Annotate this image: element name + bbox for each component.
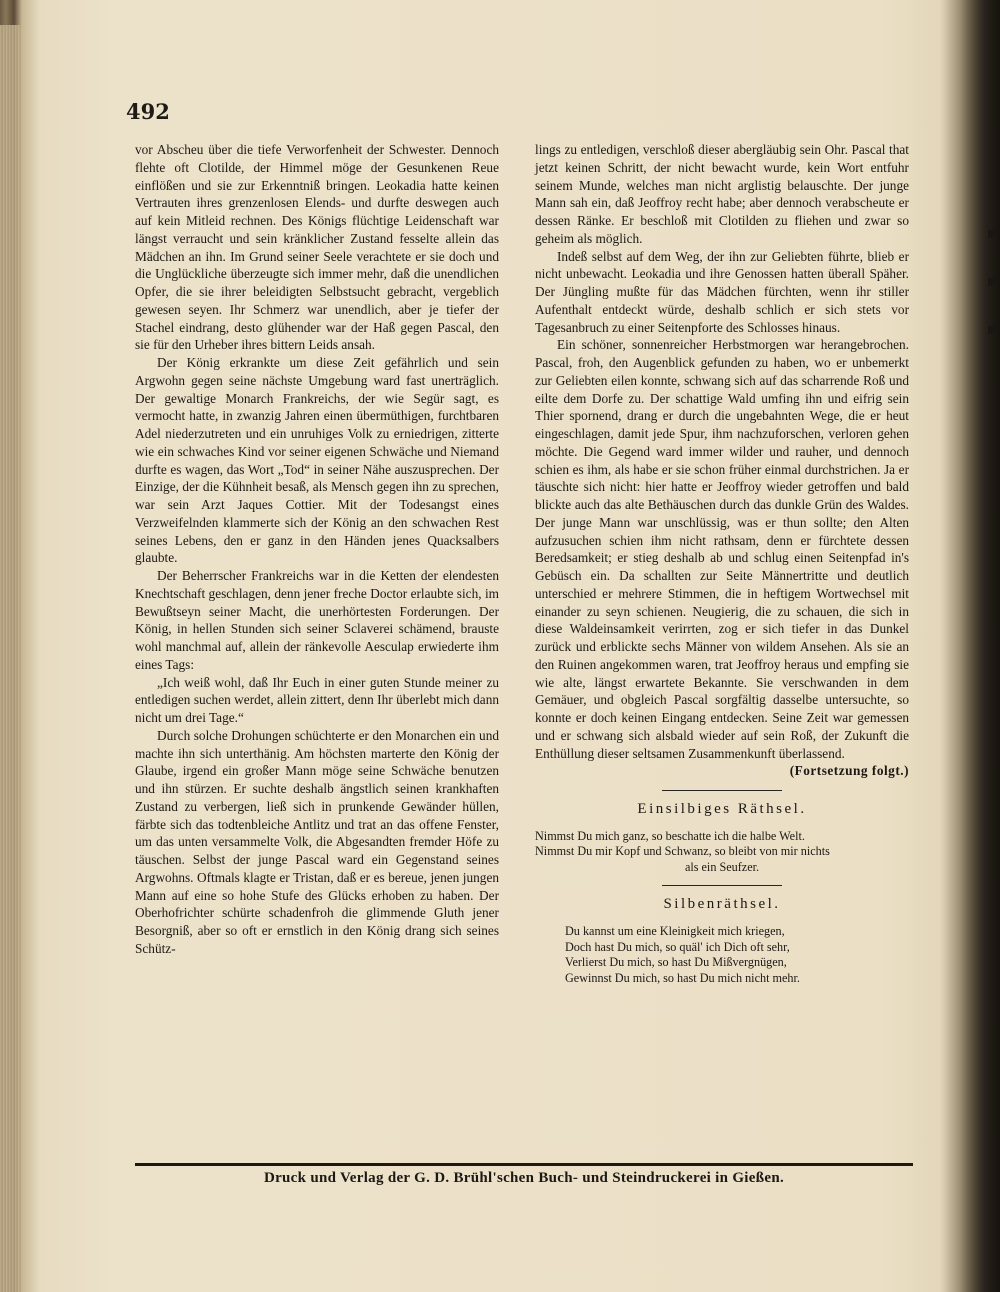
riddle1-title: Einsilbiges Räthsel. <box>637 801 807 817</box>
separator-rule-2 <box>662 885 782 886</box>
riddle1-line-2: Nimmst Du mir Kopf und Schwanz, so bleibt von mir nichts <box>535 844 830 859</box>
left-paragraph-1: vor Abscheu über die tiefe Verworfenheit der Schwester. Dennoch flehte oft Clotilde, der Himmel möge der Gesunkenen Reue einflößen und sie zur Erkenntniß bringen. Leokadia hatte keinen Vertrauten ihres grenzenlosen Elends- und durfte deswegen auch auf kein Mitleid rechnen. Des Königs flüchtige Leidenschaft war längst verraucht und sein kränklicher Zustand fesselte allein das Mädchen an ihn. Im Grund seiner Seele verachtete er sie doch und die Unglückliche überzeugte sich immer mehr, daß die unendlichen Opfer, die sie ihrer beleidigten Selbstsucht gebracht, vergeblich gewesen seyen. Ihr Schmerz war unendlich, aber je tiefer der Stachel eindrang, desto glühender war der Haß gegen Pascal, den sie für den Urheber ihres bittern Leids ansah. <box>135 142 499 353</box>
left-paragraph-2: Der König erkrankte um diese Zeit gefährlich und sein Argwohn gegen seine nächste Umgebung ward fast unerträglich. Der gewaltige Monarch Frankreichs, der wie Segür sagt, es vermocht hatte, in zwanzig Jahren einen übermüthigen, furchtbaren Adel niederzutreten und ein unruhiges Volk zu erniedrigen, zitterte wie ein schwaches Kind vor seiner eigenen Schwäche und Niemand durfte es wagen, das Wort „Tod“ in seiner Nähe auszusprechen. Der Einzige, der die Kühnheit besaß, als Mensch gegen ihn zu sprechen, war sein Arzt Jaques Cottier. Mit der Todesangst eines Verzweifelnden klammerte sich der König an den schwachen Rest seines Lebens, den er ganz in den Händen jenes Quacksalbers glaubte. <box>135 355 499 566</box>
right-paragraph-2: Indeß selbst auf dem Weg, der ihn zur Geliebten führte, blieb er nicht unbewacht. Leokadia und ihre Genossen hatten überall Späher. Der Jüngling mußte für das Mädchen fürchten, wenn ihr stiller Aufenthalt entdeckt würde, deshalb schlich er sich stets vor Tagesanbruch zu einer Seitenpforte des Schlosses hinaus. <box>535 248 909 335</box>
page-number: 492 <box>126 99 170 124</box>
left-column <box>135 141 499 958</box>
riddle2-line-1: Du kannst um eine Kleinigkeit mich kriegen, <box>565 924 785 938</box>
separator-rule <box>662 790 782 791</box>
right-paragraph-1: lings zu entledigen, verschloß dieser abergläubig sein Ohr. Pascal that jetzt keinen Schritt, der nicht bewacht wurde, kein Wort entfuhr seinem Munde, welches man nicht arglistig belauschte. Der junge Mann sah ein, daß Jeoffroy recht habe; aber dennoch verabscheute er dessen Ränke. Er beschloß mit Clotilden zu fliehen und zwar so geheim als möglich. <box>535 142 909 246</box>
continuation-text: (Fortsetzung folgt.) <box>789 763 909 779</box>
left-paragraph-4: „Ich weiß wohl, daß Ihr Euch in einer guten Stunde meiner zu entledigen suchen werdet, allein zittert, denn Ihr überlebt mich dann nicht um drei Tage.“ <box>135 674 499 725</box>
imprint-rule <box>135 1163 913 1166</box>
riddle1-body <box>535 829 909 876</box>
page-edges <box>0 25 22 1292</box>
riddle2-line-3: Verlierst Du mich, so hast Du Mißvergnügen, <box>565 955 787 969</box>
riddle1-line-3: als ein Seufzer. <box>684 859 760 874</box>
riddle2-body <box>535 924 909 986</box>
imprint-line: Druck und Verlag der G. D. Brühl'schen Buch- und Steindruckerei in Gießen. <box>263 1170 785 1186</box>
right-paragraph-3: Ein schöner, sonnenreicher Herbstmorgen war herangebrochen. Pascal, froh, den Augenblick gefunden zu haben, wo er unbemerkt zur Geliebten eilen konnte, schwang sich auf das scharrende Roß und eilte dem Dorfe zu. Der schattige Wald umfing ihn und eifrig sein Thier spornend, drang er durch die ungebahnten Wege, die er heut eingeschlagen, damit jede Spur, ihm nachzuforschen, verloren gehen möchte. Die Gegend ward immer wilder und rauher, und dennoch schien es ihm, als habe er sie schon früher einmal durchstrichen. Ja er täuschte sich nicht: hier hatte er Jeoffroy wieder getroffen und bald blickte auch das alte Bethäuschen durch das dunkle Grün des Waldes. Der junge Mann war unschlüssig, was er thun sollte; den Alten aufzusuchen schien ihm nicht rathsam, denn er fürchtete dessen Beredsamkeit; er stieg deshalb ab und schlug einen Seitenpfad in's Gebüsch ein. Da schallten zur Seite Männertritte und deutlich unterschied er mehrere Stimmen, die in heftigem Wortwechsel mit einander zu seyn schienen. Neugierig, die zu schauen, die sich in diese Waldeinsamkeit verirrten, zog er sich tiefer in das Dunkel zurück und erblickte sechs Männer von wildem Ansehen. Als sie an den Ruinen angekommen waren, trat Jeoffroy heraus und empfing sie wie alte, längst erwartete Bekannte. Sie verschwanden in dem Gemäuer, und obgleich Pascal sorgfältig dasselbe untersuchte, so konnte er doch keinen Eingang entdecken. Seine Zeit war gemessen und er schwang sich alsbald wieder auf sein Roß, der Zukunft die Enthüllung dieser seltsamen Zusammenkunft überlassend. <box>535 337 909 761</box>
riddle2-title: Silbenräthsel. <box>663 896 781 913</box>
riddle2-line-2: Doch hast Du mich, so quäl' ich Dich oft sehr, <box>565 939 790 954</box>
right-column <box>535 141 909 986</box>
margin-marks <box>988 230 1000 430</box>
left-paragraph-5: Durch solche Drohungen schüchterte er den Monarchen ein und machte ihn sich unterthänig. Am höchsten marterte den König der Glaube, irgend ein großer Mann möge seine Schwäche benutzen und ihn stürzen. Er suchte deshalb ängstlich seinen krankhaften Zustand zu verbergen, ließ sich in prunkende Gewänder hüllen, färbte sich das todtenbleiche Antlitz und trat an das offene Fenster, um das unten versammelte Volk, die Abgesandten fremder Höfe zu täuschen. Selbst der junge Pascal ward ein Gegenstand seines Argwohns. Oftmals klagte er Tristan, daß er es bereue, jenen jungen Mann auf eine so hohe Stufe des Glücks erhoben zu haben. Der Oberhofrichter schürte schadenfroh die glimmende Gluth jener Besorgniß, aber so oft er ernstlich in den König drang sich seines Schütz- <box>135 727 499 956</box>
gutter-shadow <box>940 0 1000 1292</box>
riddle1-line-1: Nimmst Du mich ganz, so beschatte ich die halbe Welt. <box>535 828 805 843</box>
left-paragraph-3: Der Beherrscher Frankreichs war in die Ketten der elendesten Knechtschaft geschlagen, denn jener freche Doctor erlaubte sich, im Bewußtseyn seiner Macht, die unerhörtesten Forderungen. Der König, in hellen Stunden sich seiner Sclaverei schämend, brauste wohl manchmal auf, allein der ränkevolle Aesculap erwiederte ihm eines Tags: <box>135 568 499 672</box>
riddle2-line-4: Gewinnst Du mich, so hast Du mich nicht mehr. <box>565 970 800 985</box>
continuation-note <box>535 762 909 780</box>
